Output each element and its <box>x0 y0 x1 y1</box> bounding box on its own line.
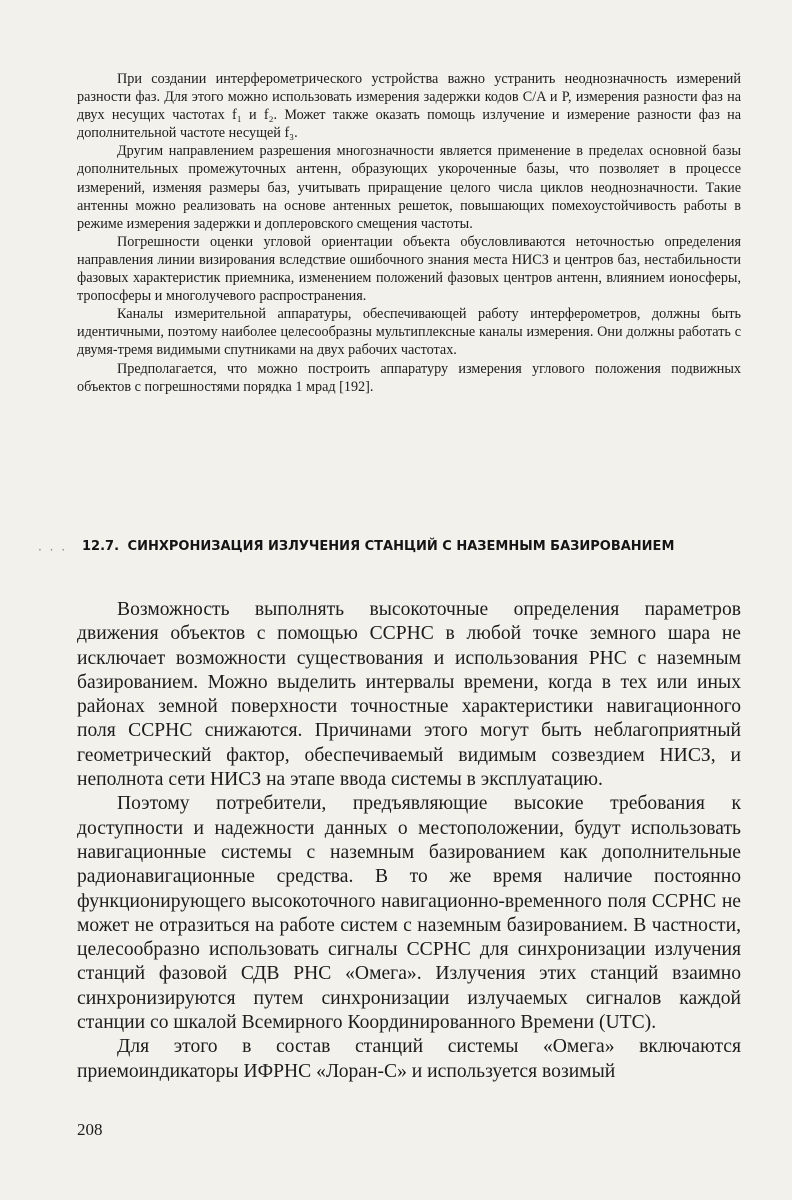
section-heading <box>82 537 682 557</box>
paragraph: Поэтому потребители, предъявляющие высокие требования к доступности и надежности данных о местоположении, будут использовать навигационные системы с наземным базированием как дополнительные радионавигационные средства. В то же время наличие постоянно функционирующего высокоточного навигационно-временного поля ССРНС не может не отразиться на работе систем с наземным базированием. В частности, целесообразно использовать сигналы ССРНС для синхронизации излучения станций фазовой СДВ РНС «Омега». Излучения этих станций взаимно синхронизируются путем синхронизации излучаемых сигналов каждой станции со шкалой Всемирного Координированного Времени (UTC). <box>77 793 741 1034</box>
page-number: 208 <box>77 1120 103 1139</box>
paragraph: Каналы измерительной аппаратуры, обеспечивающей работу интерферометров, должны быть идентичными, поэтому наиболее целесообразны мультиплексные каналы измерения. Они должны работать с двумя-тремя видимыми спутниками на двух рабочих частотах. <box>77 306 741 359</box>
paragraph: Предполагается, что можно построить аппаратуру измерения углового положения подвижных объектов с погрешностями порядка 1 мрад [192]. <box>77 360 741 395</box>
paragraph: Другим направлением разрешения многозначности является применение в пределах основной базы дополнительных промежуточных антенн, образующих укороченные базы, что позволяет в процессе измерений, изменяя размеры баз, учитывать приращение целого числа циклов неоднозначности. Такие антенны можно реализовать на основе антенных решеток, повышающих помехоустойчивость работы в режиме измерения задержки и доплеровского смещения частоты. <box>77 143 741 232</box>
paragraph: Для этого в состав станций системы «Омега» включаются приемоиндикаторы ИФРНС «Лоран-С» и используется возимый <box>77 1036 741 1082</box>
body-text-block <box>77 598 741 1084</box>
paragraph: Возможность выполнять высокоточные определения параметров движения объектов с помощью ССРНС в любой точке земного шара не исключает возможности существования и использования РНС с наземным базированием. Можно выделить интервалы времени, когда в тех или иных районах земной поверхности точностные характеристики навигационного поля ССРНС снижаются. Причинами этого могут быть неблагоприятный геометрический фактор, обеспечиваемый видимым созвездием НИСЗ, и неполнота сети НИСЗ на этапе ввода системы в эксплуатацию. <box>77 599 741 791</box>
paragraph: Погрешности оценки угловой ориентации объекта обусловливаются неточностью определения направления линии визирования вследствие ошибочного знания места НИСЗ и центров баз, нестабильности фазовых характеристик приемника, изменением положений фазовых центров антенн, влиянием ионосферы, тропосферы и многолучевого распространения. <box>77 233 741 305</box>
section-title: СИНХРОНИЗАЦИЯ ИЗЛУЧЕНИЯ СТАНЦИЙ С НАЗЕМНЫМ БАЗИРОВАНИЕМ <box>127 539 675 554</box>
paragraph: При создании интерферометрического устройства важно устранить неоднозначность измерений разности фаз. Для этого можно использовать измерения задержки кодов C/A и P, измерения разности фаз на двух несущих частотах f₁ и f₂. Может также оказать помощь излучение и измерение разности фаз на дополнительной частоте несущей f₃. <box>77 71 741 142</box>
section-number: 12.7. <box>82 539 120 554</box>
top-text-block <box>77 70 741 396</box>
scan-dots: · · · <box>38 543 68 557</box>
